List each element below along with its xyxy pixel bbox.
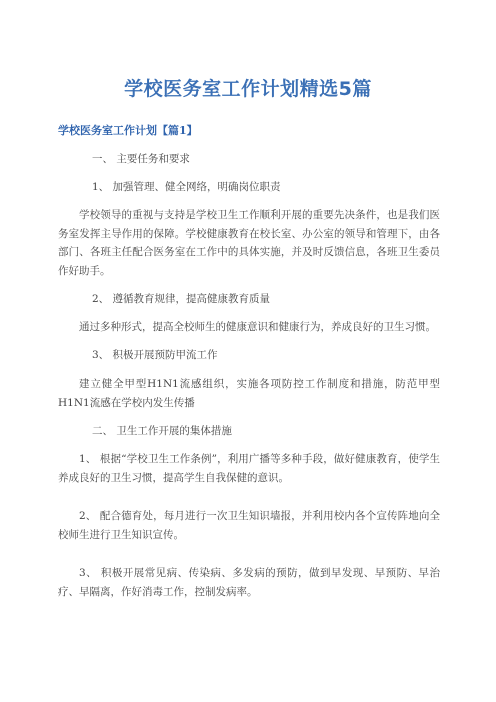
document-title: 学校医务室工作计划精选5篇	[124, 78, 372, 100]
item2-title: 2、 遵循教育规律，提高健康教育质量	[92, 293, 271, 305]
part2-heading: 二、 卫生工作开展的集体措施	[92, 425, 232, 437]
item2-body: 通过多种形式，提高全校师生的健康意识和健康行为，养成良好的卫生习惯。	[79, 321, 436, 333]
section-heading: 学校医务室工作计划【篇1】	[58, 124, 198, 137]
item1-body: 学校领导的重视与支持是学校卫生工作顺利开展的重要先决条件，也是我们医务室发挥主导作用的保障。学校健康教育在校长室、办公室的领导和管理下，由各部门、各班主任配合医务室在工作中的具体实施，并及时反馈信息，各班卫生委员作好助手。	[58, 209, 440, 277]
part1-heading: 一、 主要任务和要求	[92, 153, 190, 165]
item3-title: 3、 积极开展预防甲流工作	[92, 349, 218, 361]
measure-3: 3、 积极开展常见病、传染病、多发病的预防，做到早发现、早预防、早治疗、早隔离，作好消毒工作，控制发病率。	[58, 567, 440, 598]
item3-body: 建立健全甲型H1N1流感组织，实施各项防控工作制度和措施，防范甲型H1N1流感在学校内发生传播	[58, 378, 440, 409]
measure-1: 1、 根据“学校卫生工作条例”，利用广播等多种手段，做好健康教育，使学生养成良好的卫生习惯，提高学生自我保健的意识。	[58, 453, 440, 484]
item1-title: 1、 加强管理、健全网络，明确岗位职责	[92, 181, 281, 193]
measure-2: 2、 配合德育处，每月进行一次卫生知识墙报，并利用校内各个宣传阵地向全校师生进行卫生知识宣传。	[58, 510, 440, 541]
